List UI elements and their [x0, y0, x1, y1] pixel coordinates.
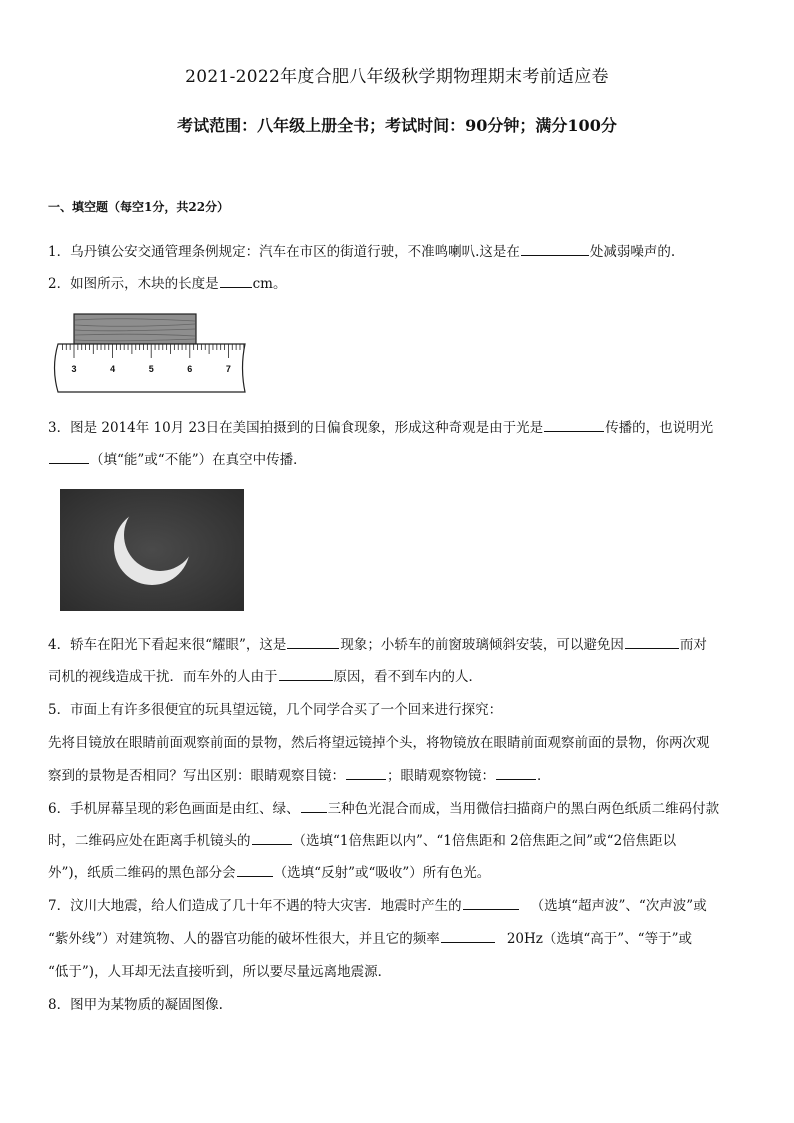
- question-text: 先将目镜放在眼睛前面观察前面的景物，然后将望远镜掉个头，将物镜放在眼睛前面观察前面的景物，你两次观: [48, 735, 710, 751]
- question-text: （选填“超声波”、“次声波”或: [530, 898, 707, 914]
- question-text: 2．如图所示，木块的长度是: [48, 276, 219, 292]
- question-text: “低于”)，人耳却无法直接听到，所以要尽量远离地震源．: [48, 964, 392, 980]
- question-text: （填“能”或“不能”）在真空中传播．: [90, 452, 307, 468]
- ruler-tick-label: 4: [110, 364, 116, 374]
- ruler-tick-label: 6: [187, 364, 193, 374]
- question-5-line-3: [48, 764, 551, 784]
- question-text: cm。: [252, 276, 287, 292]
- question-1: [48, 240, 675, 260]
- answer-blank[interactable]: [220, 273, 252, 288]
- question-6: [48, 797, 719, 817]
- ruler-tick-label: 5: [148, 364, 154, 374]
- question-text: 而对: [679, 637, 707, 653]
- question-6-line-3: [48, 861, 490, 881]
- answer-blank[interactable]: [252, 830, 292, 845]
- question-text: 5．市面上有许多很便宜的玩具望远镜，几个同学合买了一个回来进行探究：: [48, 702, 503, 718]
- answer-blank[interactable]: [625, 634, 679, 649]
- question-text: 4．轿车在阳光下看起来很“耀眼”，这是: [48, 637, 287, 653]
- question-text: 三种色光混合而成，当用微信扫描商户的黑白两色纸质二维码付款: [327, 801, 720, 817]
- answer-blank[interactable]: [346, 765, 386, 780]
- question-text: 原因，看不到车内的人．: [333, 669, 482, 685]
- question-text: “紫外线”）对建筑物、人的器官功能的破坏性很大，并且它的频率: [48, 931, 440, 947]
- question-8: [48, 993, 223, 1013]
- answer-blank[interactable]: [441, 928, 495, 943]
- question-text: 处减弱噪声的.: [589, 244, 676, 260]
- answer-blank[interactable]: [544, 417, 604, 432]
- question-5: [48, 698, 502, 718]
- question-text: 察到的景物是否相同？写出区别：眼睛观察目镜：: [48, 768, 345, 784]
- answer-blank[interactable]: [49, 449, 89, 464]
- question-text: 3．图是 2014年 10月 23日在美国拍摄到的日偏食现象，形成这种奇观是由于光是: [48, 420, 544, 436]
- question-text: 20Hz（选填“高于”、“等于”或: [506, 931, 692, 947]
- question-text: 7．汶川大地震，给人们造成了几十年不遇的特大灾害．地震时产生的: [48, 898, 462, 914]
- question-7: [48, 894, 707, 914]
- question-text: 外”)，纸质二维码的黑色部分会: [48, 865, 236, 881]
- question-text: 传播的，也说明光: [605, 420, 714, 436]
- question-text: （选填“反射”或“吸收”）所有色光。: [273, 865, 491, 881]
- answer-blank[interactable]: [237, 862, 273, 877]
- partial-eclipse-image: [60, 489, 244, 611]
- question-2: [48, 272, 286, 292]
- question-4-line-2: [48, 665, 482, 685]
- answer-blank[interactable]: [496, 765, 536, 780]
- ruler-diagram: [48, 312, 253, 394]
- answer-blank[interactable]: [463, 895, 519, 910]
- question-text: ．: [537, 768, 551, 784]
- question-6-line-2: [48, 829, 676, 849]
- question-7-line-2: [48, 927, 692, 947]
- question-text: 时，二维码应处在距离手机镜头的: [48, 833, 251, 849]
- question-text: 6．手机屏幕呈现的彩色画面是由红、绿、: [48, 801, 300, 817]
- question-text: 司机的视线造成干扰．而车外的人由于: [48, 669, 278, 685]
- question-3: [48, 416, 713, 436]
- question-3-line-2: [48, 448, 307, 468]
- question-text: 现象；小轿车的前窗玻璃倾斜安装，可以避免因: [340, 637, 624, 653]
- question-text: ；眼睛观察物镜：: [387, 768, 495, 784]
- question-7-line-3: [48, 960, 391, 980]
- question-4: [48, 633, 707, 653]
- answer-blank[interactable]: [521, 241, 589, 256]
- page-title: 2021-2022年度合肥八年级秋学期物理期末考前适应卷: [185, 67, 609, 87]
- question-5-line-2: [48, 731, 710, 751]
- question-text: 8．图甲为某物质的凝固图像.: [48, 997, 223, 1013]
- section-heading: 一、填空题（每空1分，共22分）: [48, 200, 230, 214]
- ruler-tick-label: 7: [225, 364, 231, 374]
- ruler-tick-label: 3: [71, 364, 77, 374]
- answer-blank[interactable]: [301, 798, 327, 813]
- eclipse-photo: [60, 489, 244, 611]
- question-text: （选填“1倍焦距以内”、“1倍焦距和 2倍焦距之间”或“2倍焦距以: [292, 833, 677, 849]
- question-text: 1．乌丹镇公安交通管理条例规定：汽车在市区的街道行驶，不准鸣喇叭.这是在: [48, 244, 520, 260]
- exam-info: 考试范围：八年级上册全书；考试时间：90分钟；满分100分: [177, 116, 617, 135]
- ruler-figure: [48, 312, 253, 398]
- answer-blank[interactable]: [279, 666, 333, 681]
- answer-blank[interactable]: [287, 634, 339, 649]
